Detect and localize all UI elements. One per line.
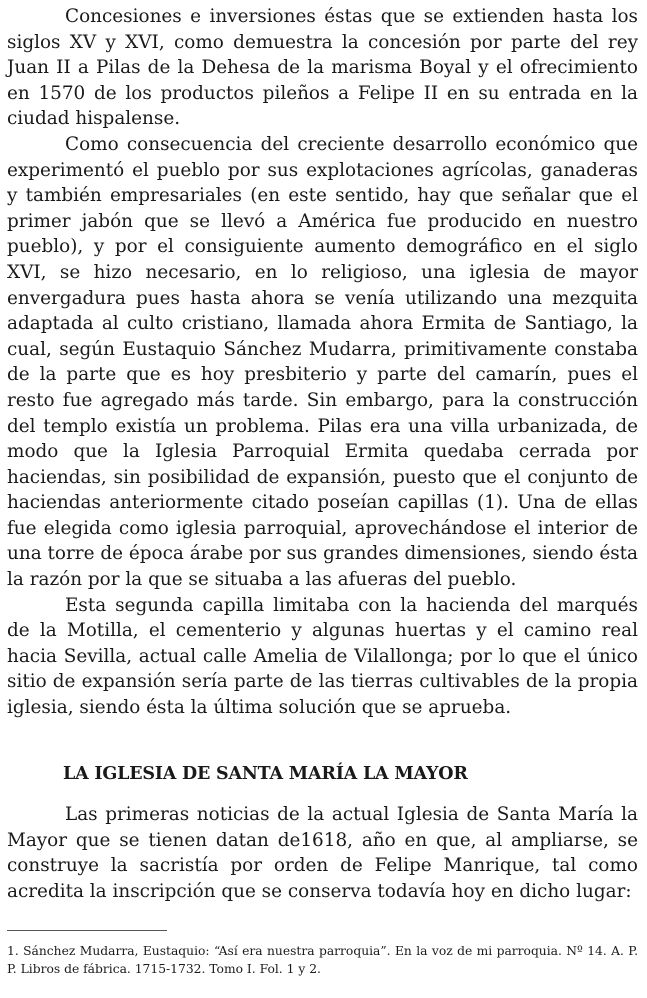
paragraph-segunda-capilla: Esta segunda capilla limitaba con la hacienda del marqués de la Motilla, el cementerio y algunas huertas y el camino real hacia Sevilla, actual calle Amelia de Vilallonga; por lo que el único sitio de expansión sería parte de las tierras cultivables de la propia iglesia, siendo ésta la última solución que se aprueba. (7, 594, 638, 719)
section-heading: LA IGLESIA DE SANTA MARÍA LA MAYOR (63, 764, 468, 784)
paragraph-concesiones: Concesiones e inversiones éstas que se extienden hasta los siglos XV y XVI, como demuestra la concesión por parte del rey Juan II a Pilas de la Dehesa de la marisma Boyal y el ofrecimiento en 1570 de los productos pileños a Felipe II en su entrada en la ciudad hispalense. (7, 6, 638, 130)
page (7, 4, 638, 976)
paragraph-primeras-noticias: Las primeras noticias de la actual Iglesia de Santa María la Mayor que se tienen datan de1618, año en que, al ampliarse, se construye la sacristía por orden de Felipe Manrique, tal como acredita la inscripción que se conserva todavía hoy en dicho lugar: (7, 804, 638, 902)
footnote-divider (7, 930, 167, 931)
paragraph-desarrollo: Como consecuencia del creciente desarrollo económico que experimentó el pueblo por sus explotaciones agrícolas, ganaderas y también empresariales (en este sentido, hay que señalar que el primer jabón que se llevó a América fue producido en nuestro pueblo), y por el consiguiente aumento demográfico en el siglo XVI, se hizo necesario, en lo religioso, una iglesia de mayor envergadura pues hasta ahora se venía utilizando una mezquita adaptada al culto cristiano, llamada ahora Ermita de Santiago, la cual, según Eustaquio Sánchez Mudarra, primitivamente constaba de la parte que es hoy presbiterio y parte del camarín, pues el resto fue agregado más tarde. Sin embargo, para la construcción del templo existía un problema. Pilas era una villa urbanizada, de modo que la Iglesia Parroquial Ermita quedaba cerrada por haciendas, sin posibilidad de expansión, puesto que el conjunto de haciendas anteriormente citado poseían capillas (1). Una de ellas fue elegida como iglesia parroquial, aprovechándose el interior de una torre de época árabe por sus grandes dimensiones, siendo ésta la razón por la que se situaba a las afueras del pueblo. (7, 133, 638, 591)
footnote: 1. Sánchez Mudarra, Eustaquio: “Así era nuestra parroquia”. En la voz de mi parroquia. Nº 14. A. P. P. Libros de fábrica. 1715-1732. Tomo I. Fol. 1 y 2. (7, 944, 638, 976)
